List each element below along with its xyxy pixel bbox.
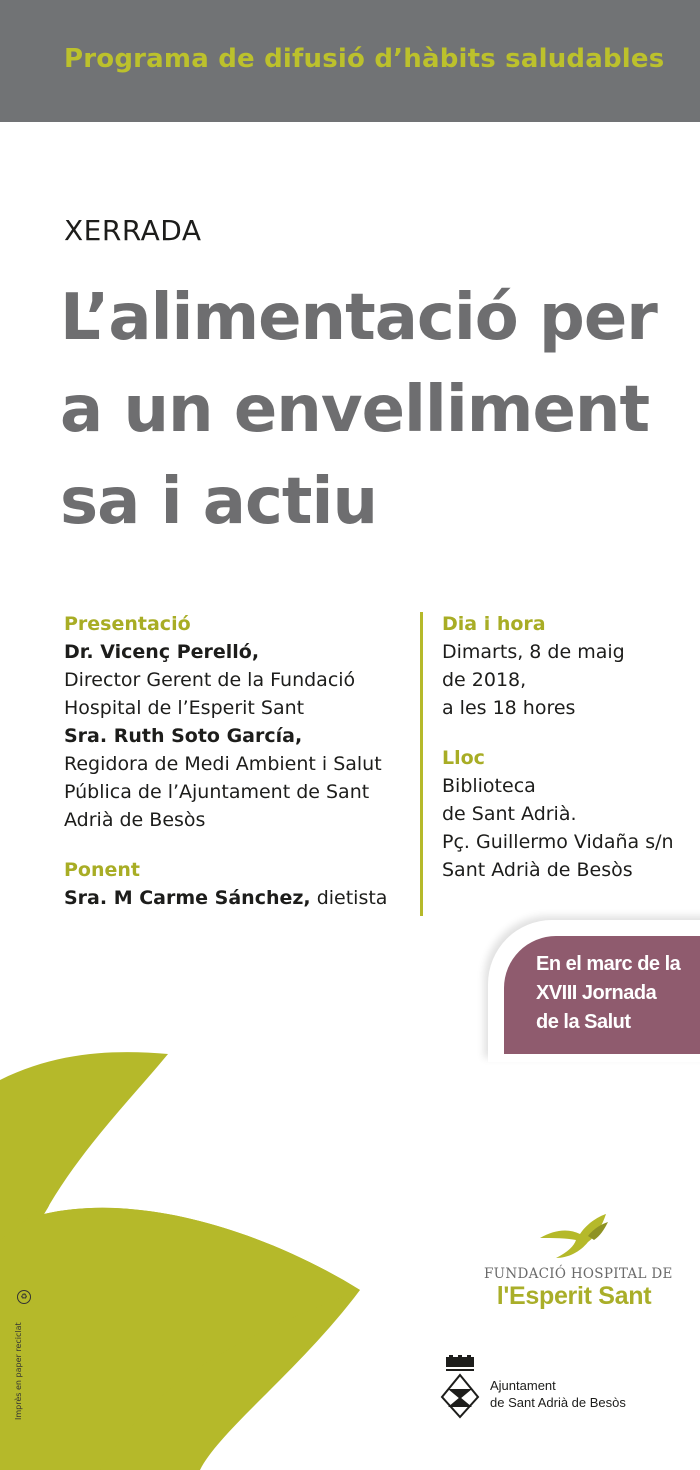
hospital-logo: [484, 1208, 673, 1310]
coat-of-arms-icon: [440, 1355, 480, 1419]
ponent-name: Sra. M Carme Sánchez,: [64, 887, 311, 909]
speaker-role-line: Pública de l’Ajuntament de Sant: [64, 781, 370, 803]
event-title-line: sa i actiu: [60, 465, 377, 539]
speaker-role-line: Adrià de Besòs: [64, 809, 206, 831]
program-title: Programa de difusió d’hàbits saludables: [64, 44, 665, 74]
decorative-leaf-shape: [0, 1040, 480, 1470]
jornada-badge: [504, 936, 700, 1054]
dia-hora-line: a les 18 hores: [442, 697, 576, 719]
ajuntament-logo: [440, 1355, 680, 1425]
event-type-label: XERRADA: [64, 214, 202, 247]
lloc-line: Sant Adrià de Besòs: [442, 859, 633, 881]
column-divider: [420, 612, 423, 916]
dia-hora-heading: Dia i hora: [442, 613, 546, 635]
lloc-heading: Lloc: [442, 747, 485, 769]
recycle-icon: ♻: [17, 1290, 31, 1304]
ajuntament-text: [490, 1377, 626, 1411]
left-column: [64, 610, 404, 912]
event-title: [60, 272, 690, 548]
event-title-line: a un envelliment: [60, 373, 650, 447]
right-column: [442, 610, 692, 884]
presentacio-heading: Presentació: [64, 613, 191, 635]
header-bar: [0, 0, 700, 122]
lloc-line: Biblioteca: [442, 775, 536, 797]
speaker-name: Sra. Ruth Soto García,: [64, 725, 303, 747]
ponent-heading: Ponent: [64, 859, 140, 881]
hospital-logo-top-text: FUNDACIÓ HOSPITAL DE: [484, 1266, 673, 1282]
dia-hora-line: de 2018,: [442, 669, 527, 691]
speaker-role-line: Director Gerent de la Fundació: [64, 669, 356, 691]
badge-line: XVIII Jornada: [536, 982, 657, 1004]
hospital-logo-main-text: l'Esperit Sant: [496, 1282, 652, 1310]
badge-line: de la Salut: [536, 1011, 631, 1033]
badge-text: [536, 950, 696, 1037]
badge-line: En el marc de la: [536, 953, 681, 975]
event-title-line: L’alimentació per: [60, 281, 657, 355]
speaker-role-line: Hospital de l’Esperit Sant: [64, 697, 305, 719]
lloc-line: de Sant Adrià.: [442, 803, 577, 825]
ponent-role: dietista: [310, 887, 388, 909]
ajuntament-line: de Sant Adrià de Besòs: [490, 1395, 626, 1410]
speaker-name: Dr. Vicenç Perelló,: [64, 641, 260, 663]
ajuntament-line: Ajuntament: [490, 1378, 556, 1393]
lloc-line: Pç. Guillermo Vidaña s/n: [442, 831, 674, 853]
recycled-paper-note: Imprès en paper reciclat: [14, 1322, 23, 1420]
speaker-role-line: Regidora de Medi Ambient i Salut: [64, 753, 382, 775]
dia-hora-line: Dimarts, 8 de maig: [442, 641, 625, 663]
dove-icon: [484, 1208, 664, 1264]
ponent-line: [64, 884, 404, 912]
